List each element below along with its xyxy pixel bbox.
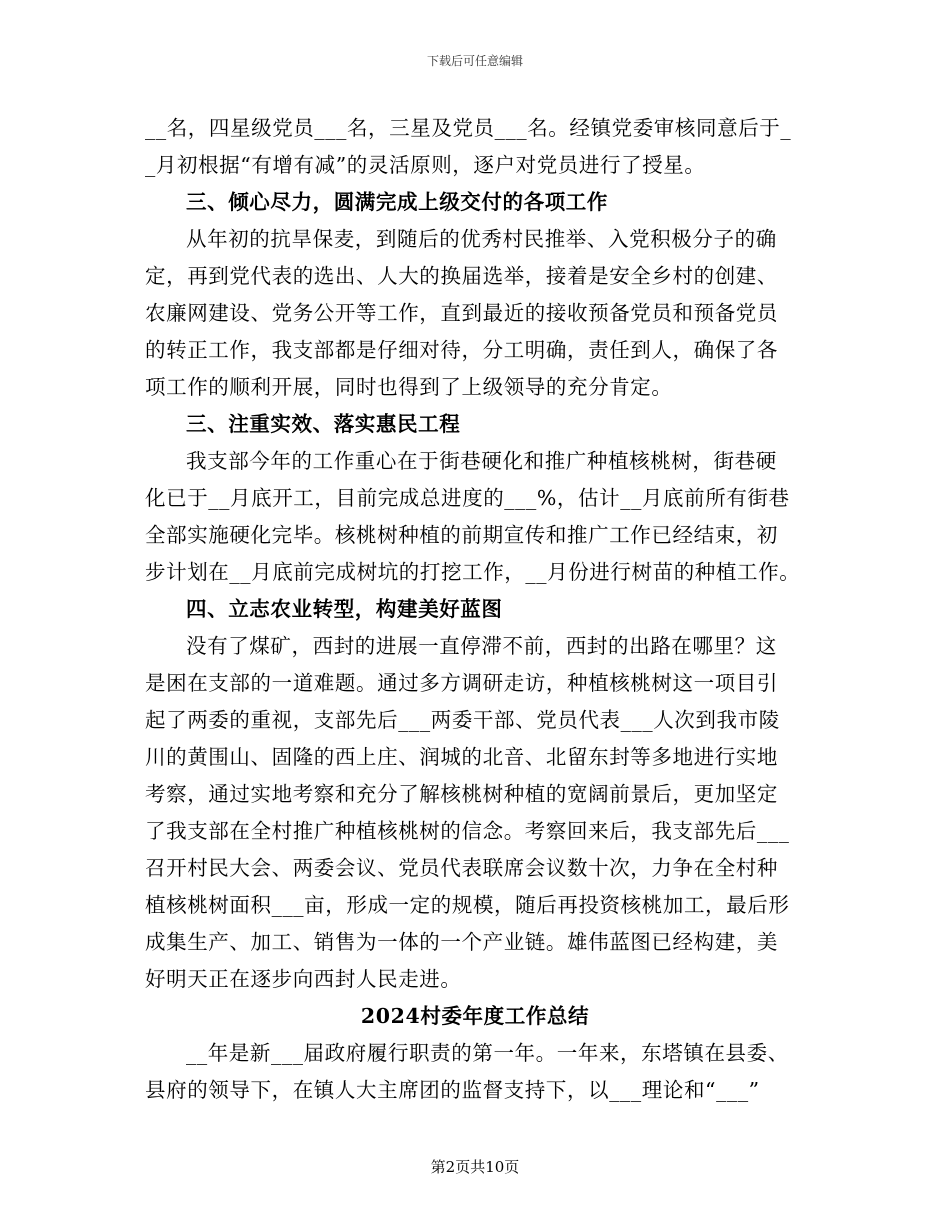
text-line: 起了两委的重视，支部先后___两委干部、党员代表___人次到我市陵 <box>145 708 780 732</box>
text-line: _月初根据“有增有减”的灵活原则，逐户对党员进行了授星。 <box>145 153 706 177</box>
section-heading: 四、立志农业转型，构建美好蓝图 <box>186 597 503 621</box>
text-line: 农廉网建设、党务公开等工作，直到最近的接收预备党员和预备党员 <box>145 301 778 325</box>
text-line: 植核桃树面积___亩，形成一定的规模，随后再投资核桃加工，最后形 <box>145 893 790 917</box>
text-line: 全部实施硬化完毕。核桃树种植的前期宣传和推广工作已经结束，初 <box>145 523 778 547</box>
text-line: 了我支部在全村推广种植核桃树的信念。考察回来后，我支部先后___ <box>145 819 790 843</box>
section-heading: 三、倾心尽力，圆满完成上级交付的各项工作 <box>186 190 608 214</box>
text-line: 好明天正在逐步向西封人民走进。 <box>145 967 462 991</box>
page-footer: 第2页共10页 <box>430 1158 520 1176</box>
text-line: 县府的领导下，在镇人大主席团的监督支持下，以___理论和“___” <box>145 1078 760 1102</box>
document-body <box>145 110 805 1109</box>
text-line: 成集生产、加工、销售为一体的一个产业链。雄伟蓝图已经构建，美 <box>145 930 778 954</box>
text-line: 化已于__月底开工，目前完成总进度的___%，估计__月底前所有街巷 <box>145 486 790 510</box>
text-line: 是困在支部的一道难题。通过多方调研走访，种植核桃树这一项目引 <box>145 671 778 695</box>
document-title: 2024村委年度工作总结 <box>360 1004 590 1028</box>
section-heading: 三、注重实效、落实惠民工程 <box>186 412 461 436</box>
text-line: __名，四星级党员___名，三星及党员___名。经镇党委审核同意后于_ <box>145 116 792 140</box>
paragraph-first-line: __年是新___届政府履行职责的第一年。一年来，东塔镇在县委、 <box>186 1041 789 1065</box>
text-line: 定，再到党代表的选出、人大的换届选举，接着是安全乡村的创建、 <box>145 264 778 288</box>
paragraph-first-line: 我支部今年的工作重心在于街巷硬化和推广种植核桃树，街巷硬 <box>186 449 777 473</box>
paragraph-first-line: 没有了煤矿，西封的进展一直停滞不前，西封的出路在哪里？这 <box>186 634 777 658</box>
text-line: 项工作的顺利开展，同时也得到了上级领导的充分肯定。 <box>145 375 673 399</box>
page-header: 下载后可任意编辑 <box>426 54 523 68</box>
paragraph-first-line: 从年初的抗旱保麦，到随后的优秀村民推举、入党积极分子的确 <box>186 227 777 251</box>
text-line: 的转正工作，我支部都是仔细对待，分工明确，责任到人，确保了各 <box>145 338 778 362</box>
text-line: 考察，通过实地考察和充分了解核桃树种植的宽阔前景后，更加坚定 <box>145 782 778 806</box>
text-line: 步计划在__月底前完成树坑的打挖工作，__月份进行树苗的种植工作。 <box>145 560 801 584</box>
text-line: 川的黄围山、固隆的西上庄、润城的北音、北留东封等多地进行实地 <box>145 745 778 769</box>
text-line: 召开村民大会、两委会议、党员代表联席会议数十次，力争在全村种 <box>145 856 778 880</box>
